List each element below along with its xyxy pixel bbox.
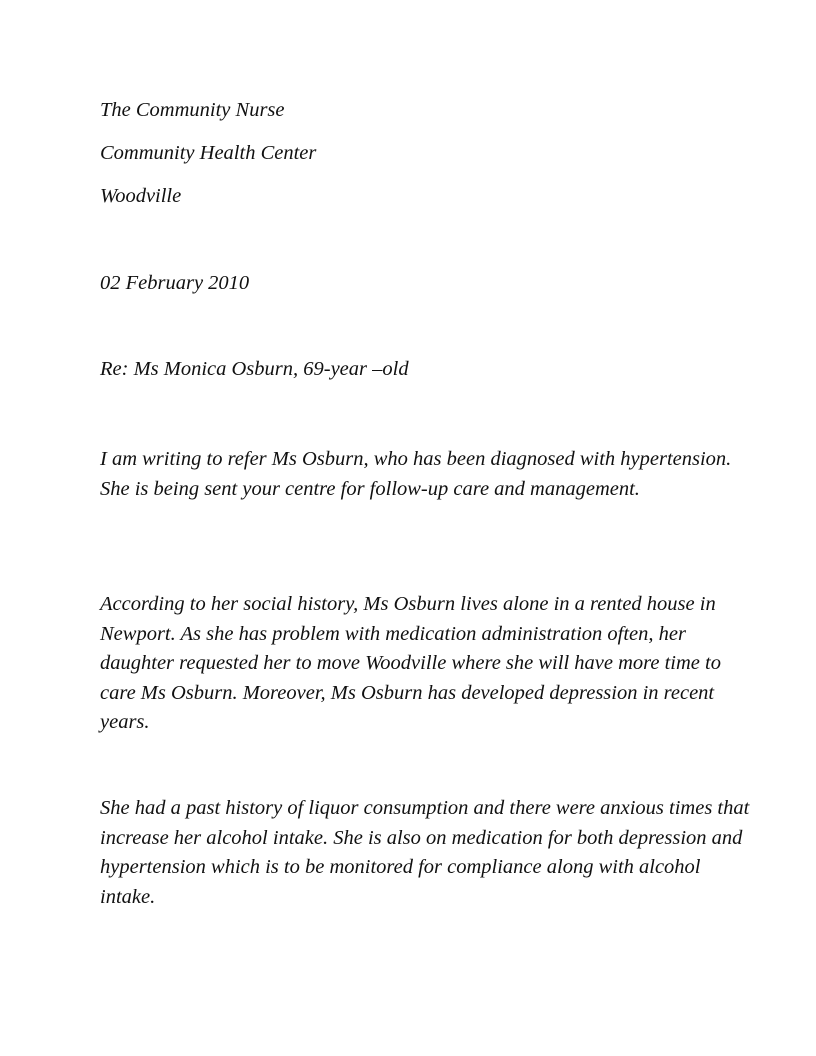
address-organization: Community Health Center	[100, 142, 317, 164]
paragraph-referral: I am writing to refer Ms Osburn, who has been diagnosed with hypertension. She is being sent your centre for follow-up care and management.	[100, 448, 732, 500]
address-recipient: The Community Nurse	[100, 99, 285, 121]
address-town: Woodville	[100, 185, 182, 207]
paragraph-medical-history: She had a past history of liquor consumption and there were anxious times that increase her alcohol intake. She is also on medication for both depression and hypertension which is to be monitored for compliance along with alcohol intake.	[100, 797, 750, 908]
letter-subject: Re: Ms Monica Osburn, 69-year –old	[100, 358, 409, 380]
paragraph-social-history: According to her social history, Ms Osburn lives alone in a rented house in Newport. As she has problem with medication administration often, her daughter requested her to move Woodville where she will have more time to care Ms Osburn. Moreover, Ms Osburn has developed depression in recent years.	[100, 593, 721, 733]
letter-date: 02 February 2010	[100, 272, 250, 294]
